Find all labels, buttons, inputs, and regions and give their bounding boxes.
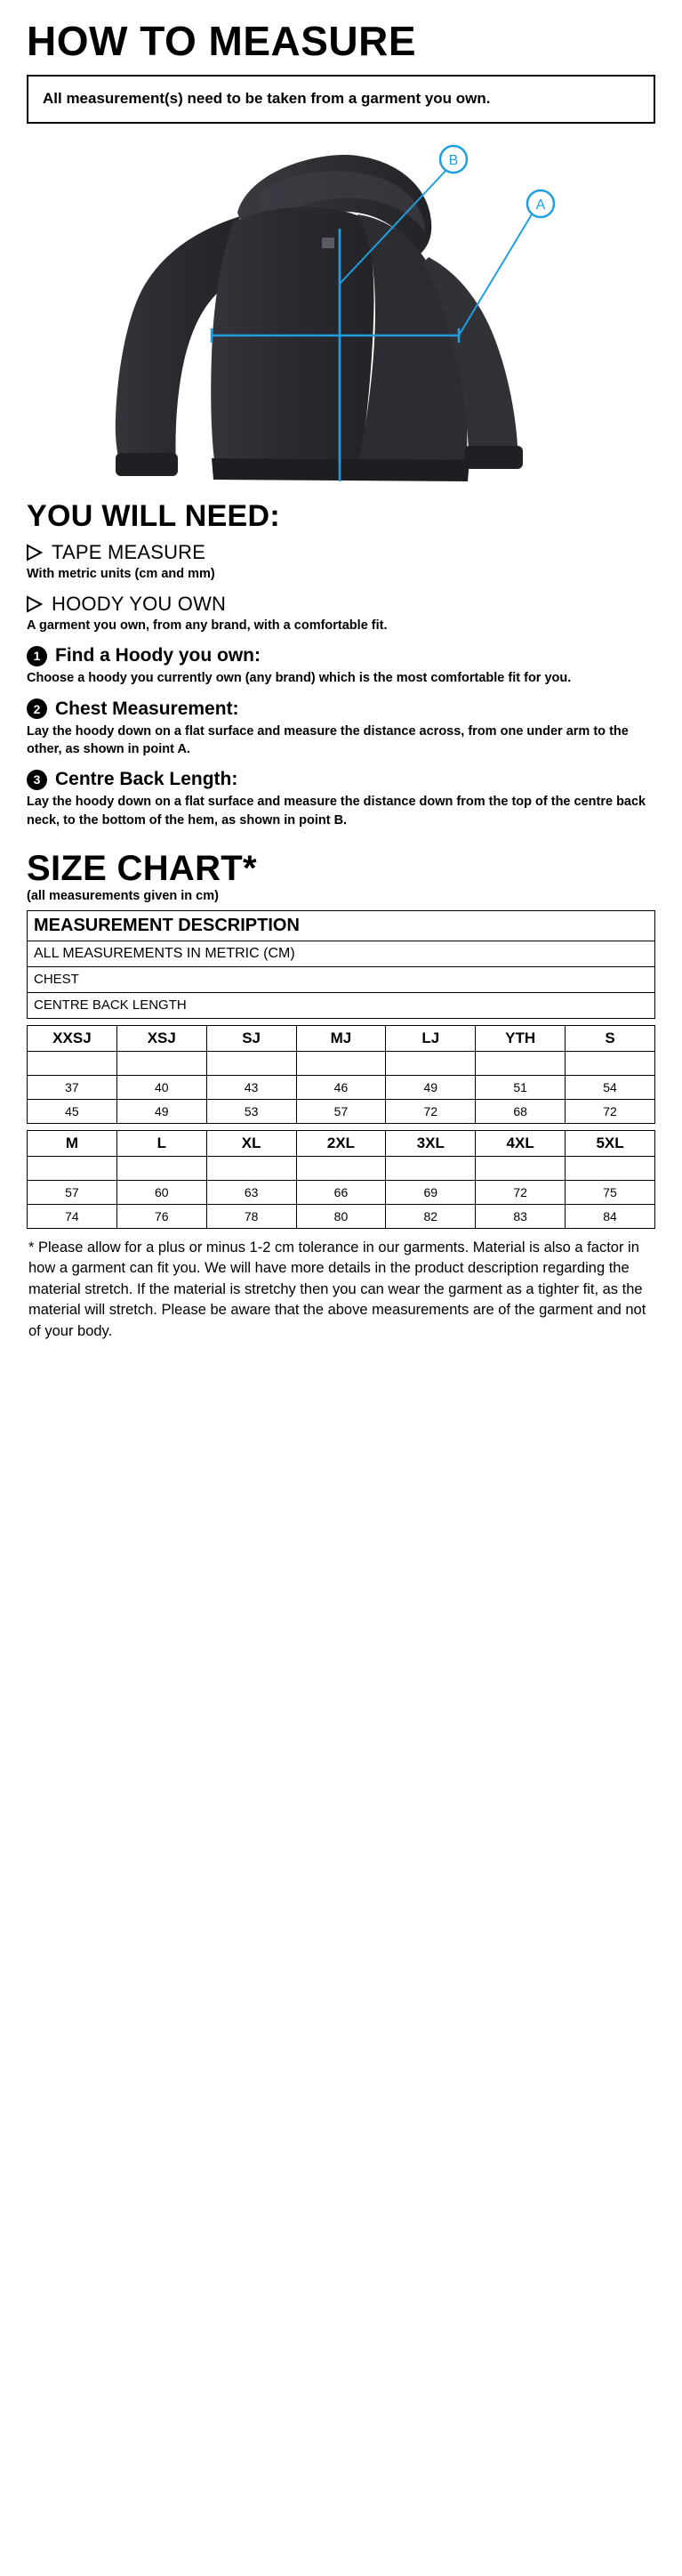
back-length-value-cell: 74 [28, 1204, 117, 1228]
measurement-notice-text: All measurement(s) need to be taken from a garment you own. [43, 90, 491, 108]
you-will-need-heading: YOU WILL NEED: [27, 499, 281, 534]
size-header-cell: MJ [296, 1025, 386, 1051]
need-item-label: TAPE MEASURE [52, 541, 206, 564]
back-length-value-cell: 72 [386, 1099, 476, 1123]
size-header-cell: XSJ [116, 1025, 206, 1051]
size-header-cell: SJ [206, 1025, 296, 1051]
chest-value-cell: 60 [116, 1180, 206, 1204]
blank-cell [566, 1156, 655, 1180]
table-row [28, 1075, 655, 1099]
size-header-cell: M [28, 1130, 117, 1156]
blank-cell [296, 1156, 386, 1180]
size-header-cell: YTH [476, 1025, 566, 1051]
measurement-notice [27, 75, 655, 124]
step-2 [27, 699, 655, 720]
callout-label-a: A [535, 198, 546, 214]
body-shape [211, 207, 373, 469]
table-row [28, 941, 655, 966]
blank-cell [206, 1051, 296, 1075]
table-row [28, 1025, 655, 1051]
blank-cell [296, 1051, 386, 1075]
table-spacer [27, 1019, 655, 1025]
callout-label-b: B [448, 153, 459, 169]
table-row [28, 1204, 655, 1228]
chest-value-cell: 54 [566, 1075, 655, 1099]
size-table-junior [27, 1025, 655, 1124]
need-item-sub: With metric units (cm and mm) [27, 567, 215, 582]
step-number: 2 [27, 699, 47, 719]
step-1 [27, 645, 655, 666]
blank-cell [28, 1156, 117, 1180]
back-length-value-cell: 68 [476, 1099, 566, 1123]
step-3 [27, 769, 655, 790]
step-number: 3 [27, 770, 47, 790]
table-row [28, 992, 655, 1018]
size-header-cell: LJ [386, 1025, 476, 1051]
description-row-chest: CHEST [28, 966, 655, 992]
description-row-metric: ALL MEASUREMENTS IN METRIC (CM) [28, 941, 655, 966]
chest-value-cell: 75 [566, 1180, 655, 1204]
size-header-cell: 2XL [296, 1130, 386, 1156]
hoody-illustration-svg [27, 133, 655, 489]
chest-value-cell: 51 [476, 1075, 566, 1099]
chest-value-cell: 63 [206, 1180, 296, 1204]
step-number: 1 [27, 646, 47, 666]
back-length-value-cell: 45 [28, 1099, 117, 1123]
chest-value-cell: 46 [296, 1075, 386, 1099]
table-row [28, 1156, 655, 1180]
chest-value-cell: 66 [296, 1180, 386, 1204]
step-body: Lay the hoody down on a flat surface and measure the distance across, from one under arm to the other, as shown in point A. [27, 723, 629, 756]
size-chart-title: SIZE CHART* [27, 848, 257, 888]
step-body: Lay the hoody down on a flat surface and measure the distance down from the top of the centre back neck, to the bottom of the hem, as shown in point B. [27, 795, 646, 828]
measurement-description-header: MEASUREMENT DESCRIPTION [28, 910, 655, 941]
blank-cell [476, 1156, 566, 1180]
hoody-illustration [27, 133, 655, 489]
left-cuff [116, 453, 178, 476]
chest-value-cell: 49 [386, 1075, 476, 1099]
blank-cell [566, 1051, 655, 1075]
back-length-value-cell: 82 [386, 1204, 476, 1228]
back-length-value-cell: 57 [296, 1099, 386, 1123]
triangle-bullet-icon [27, 595, 43, 613]
size-chart-subtitle: (all measurements given in cm) [27, 888, 219, 903]
table-row [28, 1051, 655, 1075]
chest-value-cell: 57 [28, 1180, 117, 1204]
step-title: Centre Back Length: [55, 769, 238, 790]
need-item-label: HOODY YOU OWN [52, 592, 227, 615]
need-item-tape-measure [27, 541, 655, 564]
blank-cell [116, 1156, 206, 1180]
size-header-cell: L [116, 1130, 206, 1156]
size-header-cell: 3XL [386, 1130, 476, 1156]
step-title: Chest Measurement: [55, 698, 239, 719]
table-row [28, 910, 655, 941]
page-title: HOW TO MEASURE [27, 18, 417, 64]
need-item-hoody-you-own [27, 593, 655, 616]
back-length-value-cell: 76 [116, 1204, 206, 1228]
blank-cell [476, 1051, 566, 1075]
chest-value-cell: 69 [386, 1180, 476, 1204]
size-header-cell: S [566, 1025, 655, 1051]
measurement-description-table [27, 910, 655, 1019]
description-row-back-length: CENTRE BACK LENGTH [28, 992, 655, 1018]
blank-cell [206, 1156, 296, 1180]
right-body-panel [357, 214, 467, 469]
chest-value-cell: 40 [116, 1075, 206, 1099]
back-length-value-cell: 78 [206, 1204, 296, 1228]
blank-cell [28, 1051, 117, 1075]
blank-cell [386, 1156, 476, 1180]
step-body: Choose a hoody you currently own (any brand) which is the most comfortable fit for you. [27, 671, 572, 686]
back-length-value-cell: 49 [116, 1099, 206, 1123]
back-length-value-cell: 83 [476, 1204, 566, 1228]
size-header-cell: 4XL [476, 1130, 566, 1156]
back-length-value-cell: 72 [566, 1099, 655, 1123]
blank-cell [116, 1051, 206, 1075]
size-chart-footnote: * Please allow for a plus or minus 1-2 cm tolerance in our garments. Material is also a factor in how a garment can fit you. We will have more details in the product description regarding the material stretch. If the material is stretchy then you can wear the garment as a tighter fit, as the material will stretch. Please be aware that the above measurements are of the garment and not of your body. [28, 1239, 646, 1339]
table-row [28, 966, 655, 992]
size-table-adult [27, 1130, 655, 1229]
back-length-value-cell: 53 [206, 1099, 296, 1123]
table-row [28, 1099, 655, 1123]
triangle-bullet-icon [27, 544, 43, 561]
back-length-value-cell: 80 [296, 1204, 386, 1228]
blank-cell [386, 1051, 476, 1075]
chest-value-cell: 72 [476, 1180, 566, 1204]
size-header-cell: 5XL [566, 1130, 655, 1156]
leader-line-a [459, 214, 532, 335]
table-row [28, 1180, 655, 1204]
size-header-cell: XL [206, 1130, 296, 1156]
brand-logo [322, 238, 334, 248]
table-row [28, 1130, 655, 1156]
step-title: Find a Hoody you own: [55, 645, 261, 666]
chest-value-cell: 37 [28, 1075, 117, 1099]
back-length-value-cell: 84 [566, 1204, 655, 1228]
right-cuff [464, 446, 523, 469]
need-item-sub: A garment you own, from any brand, with a comfortable fit. [27, 618, 388, 633]
size-header-cell: XXSJ [28, 1025, 117, 1051]
table-spacer [27, 1124, 655, 1130]
chest-value-cell: 43 [206, 1075, 296, 1099]
